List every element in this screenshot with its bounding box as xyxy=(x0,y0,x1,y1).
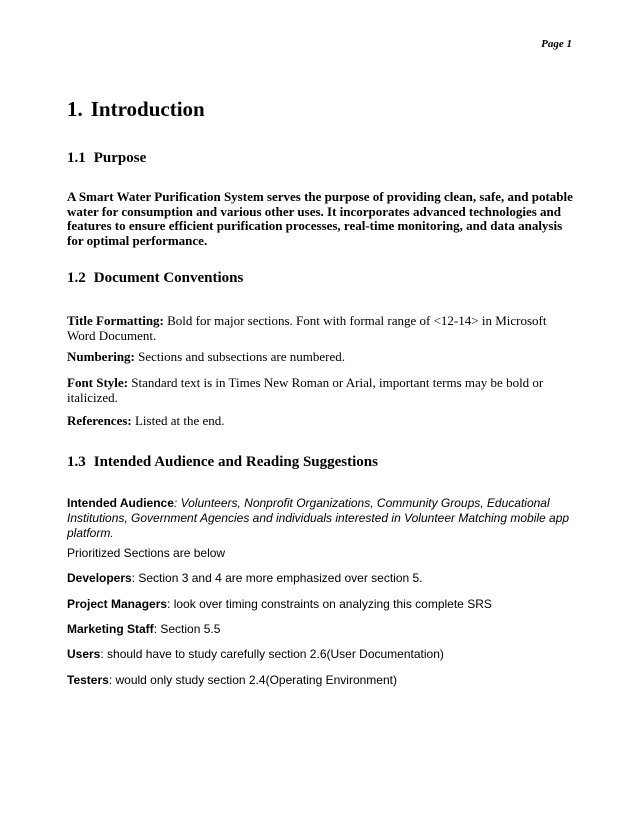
convention-term: References: xyxy=(67,413,132,428)
subsection-heading-audience xyxy=(67,454,378,471)
subsection-title: Intended Audience and Reading Suggestions xyxy=(93,454,378,470)
convention-numbering xyxy=(67,349,573,364)
audience-term: Intended Audience xyxy=(67,496,174,510)
subsection-number: 1.2 xyxy=(67,270,86,286)
page-number: Page 1 xyxy=(541,38,572,50)
intended-audience-paragraph xyxy=(67,496,573,541)
audience-item-text: : should have to study carefully section 2.6(User Documentation) xyxy=(100,647,444,661)
audience-item-marketing-staff xyxy=(67,622,573,637)
convention-text: Sections and subsections are numbered. xyxy=(134,349,346,364)
section-heading-introduction xyxy=(67,97,205,122)
subsection-heading-purpose xyxy=(67,150,146,167)
subsection-title: Purpose xyxy=(93,150,147,166)
audience-text: : Volunteers, Nonprofit Organizations, Community Groups, Educational Institutions, Government Agencies and individuals interested in Volunteer Matching mobile app platform. xyxy=(67,496,570,540)
audience-item-testers xyxy=(67,673,573,688)
section-title: Introduction xyxy=(90,97,205,121)
subsection-heading-conventions xyxy=(67,270,243,287)
subsection-number: 1.3 xyxy=(67,454,86,470)
subsection-title: Document Conventions xyxy=(93,270,244,286)
audience-item-users xyxy=(67,647,573,662)
audience-item-text: : Section 3 and 4 are more emphasized over section 5. xyxy=(131,571,423,585)
convention-text: Standard text is in Times New Roman or Arial, important terms may be bold or italicized. xyxy=(67,375,544,405)
section-number: 1. xyxy=(67,97,83,121)
convention-title-formatting xyxy=(67,313,573,343)
audience-item-developers xyxy=(67,571,573,586)
convention-text: Listed at the end. xyxy=(131,413,225,428)
audience-item-term: Users xyxy=(67,647,101,661)
audience-item-text: : would only study section 2.4(Operating Environment) xyxy=(108,673,397,687)
audience-item-term: Marketing Staff xyxy=(67,622,154,636)
convention-font-style xyxy=(67,375,573,405)
audience-item-text: : look over timing constraints on analyzing this complete SRS xyxy=(167,597,492,611)
audience-item-term: Project Managers xyxy=(67,597,168,611)
convention-references xyxy=(67,413,573,428)
audience-item-term: Developers xyxy=(67,571,132,585)
prioritized-sections-text: Prioritized Sections are below xyxy=(67,546,226,560)
convention-term: Font Style: xyxy=(67,375,129,390)
audience-item-project-managers xyxy=(67,597,573,612)
audience-item-term: Testers xyxy=(67,673,109,687)
convention-term: Numbering: xyxy=(67,349,135,364)
purpose-paragraph: A Smart Water Purification System serves the purpose of providing clean, safe, and potable water for consumption and various other uses. It incorporates advanced technologies and features to ensure efficient purification processes, real-time monitoring, and data analysis for optimal performance. xyxy=(67,189,573,248)
convention-term: Title Formatting: xyxy=(67,313,164,328)
convention-text: Bold for major sections. Font with formal range of <12-14> in Microsoft Word Document. xyxy=(67,313,547,343)
subsection-number: 1.1 xyxy=(67,150,86,166)
audience-item-text: : Section 5.5 xyxy=(153,622,221,636)
